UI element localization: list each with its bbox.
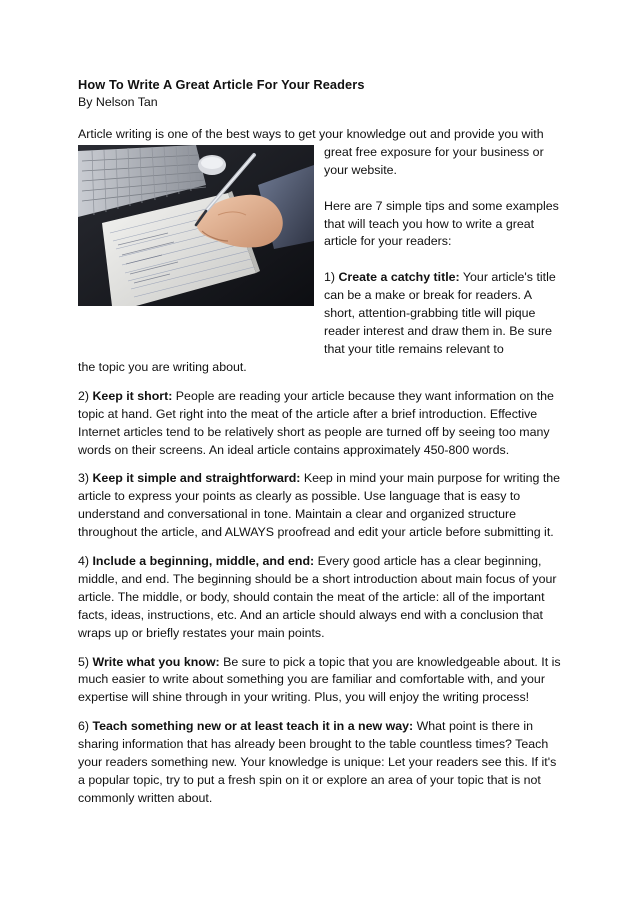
tip-3-paragraph	[78, 470, 562, 542]
tip-1-continuation: the topic you are writing about.	[78, 359, 247, 374]
tip-2-body: People are reading your article because they want information on the topic at hand. Get right into the meat of the article after a brief introduction. Effective Internet articles tend to be relatively short as people are turned off by seeing too many words on their screens. An ideal article contains approximately 450-800 words.	[78, 388, 554, 457]
tip-2-paragraph	[78, 388, 562, 460]
tip-5-number: 5)	[78, 654, 90, 669]
tip-5-body: Be sure to pick a topic that you are knowledgeable about. It is much easier to write about something you are familiar and comfortable with, and your expertise will shine through in your writing. Plus, you will enjoy the writing process!	[78, 654, 561, 705]
intro-side-paragraph-1: great free exposure for your business or your website.	[324, 144, 544, 177]
tip-4-body: Every good article has a clear beginning, middle, and end. The beginning should be a short introduction about main focus of your article. The middle, or body, should contain the meat of the article: all of the important facts, ideas, instructions, etc. And an article should always end with a conclusion that wraps up or briefly restates your main points.	[78, 554, 557, 640]
intro-first-line: Article writing is one of the best ways to get your knowledge out and provide you with	[78, 126, 544, 141]
tip-4-paragraph	[78, 553, 562, 643]
tip-4-heading: Include a beginning, middle, and end:	[92, 554, 315, 569]
tip-4-number: 4)	[78, 554, 90, 569]
tip-6-number: 6)	[78, 719, 90, 734]
tip-3-body: Keep in mind your main purpose for writing the article to express your points as clearly as possible. Use language that is easy to understand and conversational in tone. Maintain a clear and organized structure throughout the article, and ALWAYS proofread and edit your article before submitting it.	[78, 471, 561, 540]
tip-6-heading: Teach something new or at least teach it in a new way:	[92, 719, 414, 734]
tip-1-body: Your article's title can be a make or break for readers. A short, attention-grabbing title will pique reader interest and draw them in. Be sure that your title remains relevant to	[324, 270, 556, 356]
document-author: By Nelson Tan	[78, 95, 158, 109]
intro-side-text	[324, 144, 562, 359]
intro-wrap-block	[78, 144, 562, 377]
tip-6-body: What point is there in sharing information that has already been brought to the table countless times? Teach your readers something new. Your knowledge is unique: Let your readers see this. If it's a popular topic, try to put a fresh spin on it or explore an area of your topic that is not commonly written about.	[78, 719, 557, 805]
tip-3-heading: Keep it simple and straightforward:	[92, 471, 301, 486]
tip-1-heading: Create a catchy title:	[338, 270, 460, 285]
tip-2-heading: Keep it short:	[92, 388, 173, 403]
tip-1-number: 1)	[324, 270, 336, 285]
tip-1-paragraph	[324, 269, 562, 359]
tip-2-number: 2)	[78, 388, 90, 403]
writing-hand-photo	[78, 145, 314, 306]
tip-5-heading: Write what you know:	[92, 654, 220, 669]
intro-side-paragraph-2: Here are 7 simple tips and some examples that will teach you how to write a great article for your readers:	[324, 198, 559, 249]
document-title: How To Write A Great Article For Your Readers	[78, 77, 365, 92]
tip-6-paragraph	[78, 718, 562, 808]
tip-3-number: 3)	[78, 471, 90, 486]
tip-5-paragraph	[78, 654, 562, 708]
document-page	[78, 76, 562, 808]
